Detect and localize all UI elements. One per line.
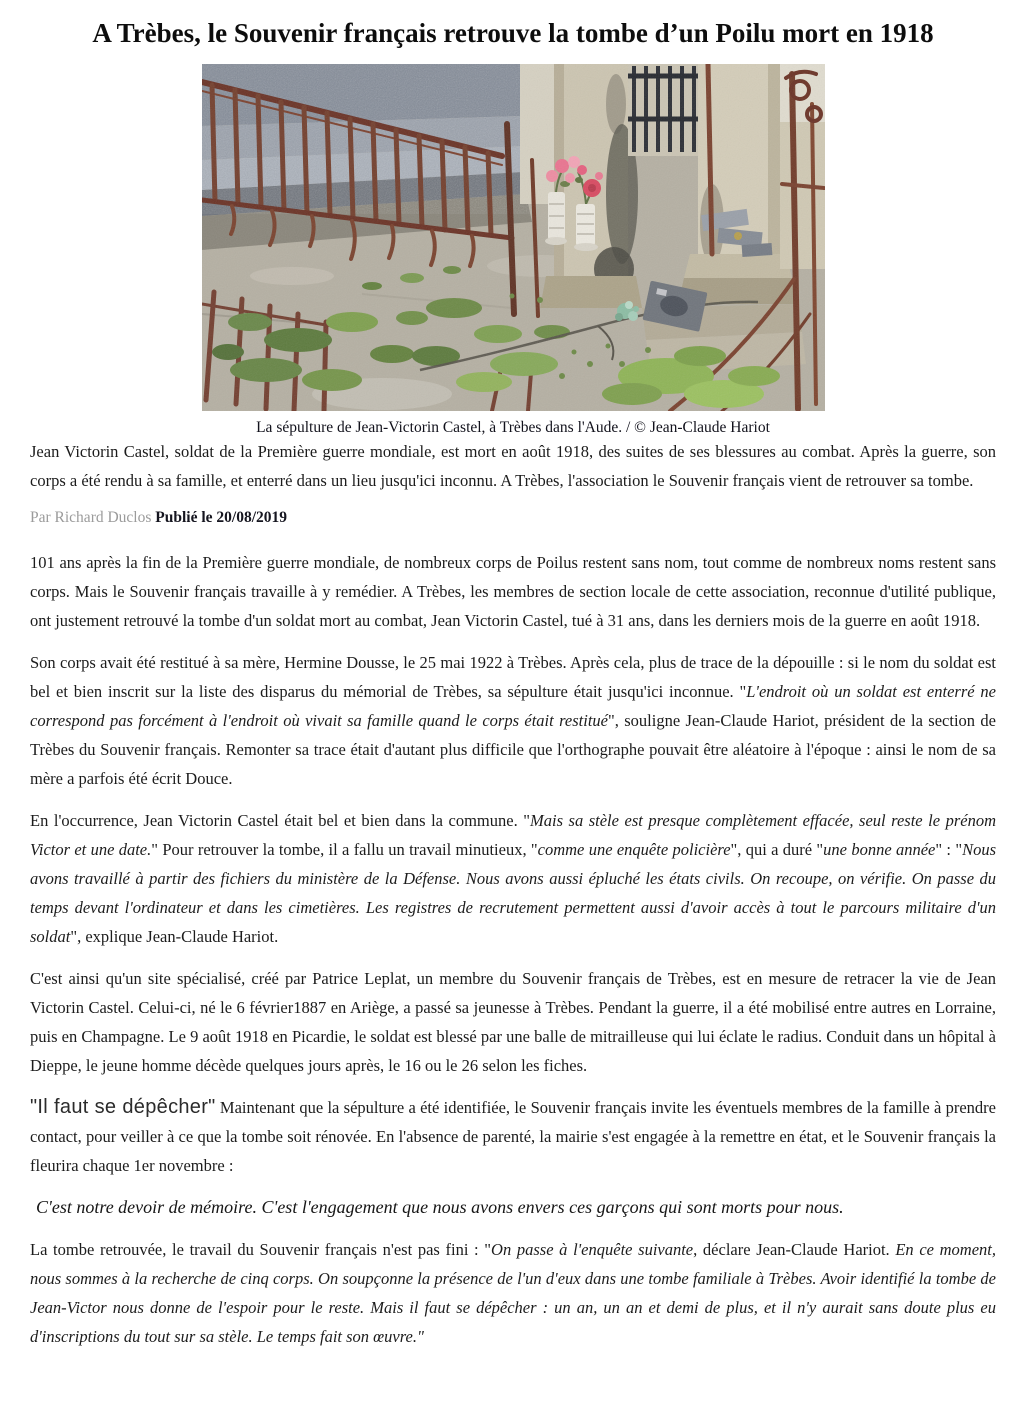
byline — [30, 509, 996, 527]
text-segment: Maintenant que la sépulture a été identifiée, le Souvenir français invite les éventuels membres de la famille à prendre contact, pour veiller à ce que la tombe soit rénovée. En l'absence de parenté, la mairie s'est engagée à la remettre en état, et le Souvenir français la fleurira chaque 1er novembre : — [30, 1098, 996, 1175]
author-name: Par Richard Duclos — [30, 509, 152, 526]
text-segment: " Pour retrouver la tombe, il a fallu un travail minutieux, " — [151, 840, 538, 859]
paragraph-3 — [30, 806, 996, 951]
page-title: A Trèbes, le Souvenir français retrouve la tombe d’un Poilu mort en 1918 — [92, 18, 934, 48]
text-segment: ", qui a duré " — [730, 840, 824, 859]
paragraph-5 — [30, 1093, 996, 1180]
paragraph-4: C'est ainsi qu'un site spécialisé, créé par Patrice Leplat, un membre du Souvenir français de Trèbes, est en mesure de retracer la vie de Jean Victorin Castel. Celui-ci, né le 6 février1887 en Ariège, a passé sa jeunesse à Trèbes. Pendant la guerre, il a été mobilisé entre autres en Lorraine, puis en Champagne. Le 9 août 1918 en Picardie, le soldat est blessé par une balle de mitrailleuse qui lui éclate le radius. Conduit dans un hôpital à Dieppe, le jeune homme décède quelques jours après, le 16 ou le 26 selon les fiches. — [30, 969, 996, 1075]
section-heading: "Il faut se dépêcher" — [30, 1096, 216, 1118]
quote-segment: On passe à l'enquête suivante — [491, 1240, 694, 1259]
text-segment: La tombe retrouvée, le travail du Souvenir français n'est pas fini : " — [30, 1240, 492, 1259]
photo-caption: La sépulture de Jean-Victorin Castel, à Trèbes dans l'Aude. / © Jean-Claude Hariot — [256, 419, 770, 436]
pull-quote: C'est notre devoir de mémoire. C'est l'engagement que nous avons envers ces garçons qui sont morts pour nous. — [36, 1197, 844, 1217]
publish-date: Publié le 20/08/2019 — [155, 509, 288, 526]
text-segment: Son corps avait été restitué à sa mère, Hermine Dousse, le 25 mai 1922 à Trèbes. Après cela, plus de trace de la dépouille : si le nom du soldat est bel et bien inscrit sur la liste des disparus du mémorial de Trèbes, sa sépulture était jusqu'ici inconnue. " — [30, 653, 996, 701]
lead-paragraph: Jean Victorin Castel, soldat de la Première guerre mondiale, est mort en août 1918, des suites de ses blessures au combat. Après la guerre, son corps a été rendu à sa famille, et enterré dans un lieu jusqu'ici inconnu. A Trèbes, l'association le Souvenir français vient de retrouver sa tombe. — [30, 442, 996, 490]
text-segment: , déclare Jean-Claude Hariot. — [693, 1240, 896, 1259]
article-figure — [202, 64, 825, 437]
quote-segment: Nous avons travaillé à partir des fichiers du ministère de la Défense. Nous avons aussi épluché les états civils. On recoupe, on vérifie. On passe du temps devant l'ordinateur et dans les cimetières. Les registres de recrutement permettent aussi d'avoir accès à tout le parcours militaire d'un soldat — [30, 840, 997, 946]
photo-grain — [202, 64, 825, 411]
quote-segment: comme une enquête policière — [537, 840, 731, 859]
paragraph-2 — [30, 648, 996, 793]
text-segment: ", souligne Jean-Claude Hariot, président de la section de Trèbes du Souvenir français. Remonter sa trace était d'autant plus difficile que l'orthographe pouvait être aléatoire à l'époque : ainsi le nom de sa mère a parfois été écrit Douce. — [30, 711, 996, 788]
quote-segment: une bonne année — [823, 840, 936, 859]
text-segment: " : " — [935, 840, 963, 859]
text-segment: ", explique Jean-Claude Hariot. — [70, 927, 279, 946]
text-segment: En l'occurrence, Jean Victorin Castel était bel et bien dans la commune. " — [30, 811, 530, 830]
quote-segment: En ce moment, nous sommes à la recherche de cinq corps. On soupçonne la présence de l'un d'eux dans une tombe familiale à Trèbes. Avoir identifié la tombe de Jean-Victor nous donne de l'espoir pour le reste. Mais il faut se dépêcher : un an, un an et demi de plus, et il n'y aurait sans doute plus eu d'inscriptions du tout sur sa stèle. Le temps fait son œuvre." — [30, 1240, 996, 1346]
paragraph-6 — [30, 1235, 996, 1351]
quote-segment: L'endroit où un soldat est enterré ne correspond pas forcément à l'endroit où vivait sa famille quand le corps était restitué — [30, 682, 996, 730]
grave-photo — [202, 64, 825, 411]
paragraph-1: 101 ans après la fin de la Première guerre mondiale, de nombreux corps de Poilus restent sans nom, tout comme de nombreux noms restent sans corps. Mais le Souvenir français travaille à y remédier. A Trèbes, les membres de section locale de cette association, reconnue d'utilité publique, ont justement retrouvé la tombe d'un soldat mort au combat, Jean Victorin Castel, tué à 31 ans, dans les derniers mois de la guerre en août 1918. — [30, 553, 996, 630]
quote-segment: Mais sa stèle est presque complètement effacée, seul reste le prénom Victor et une date. — [30, 811, 997, 859]
